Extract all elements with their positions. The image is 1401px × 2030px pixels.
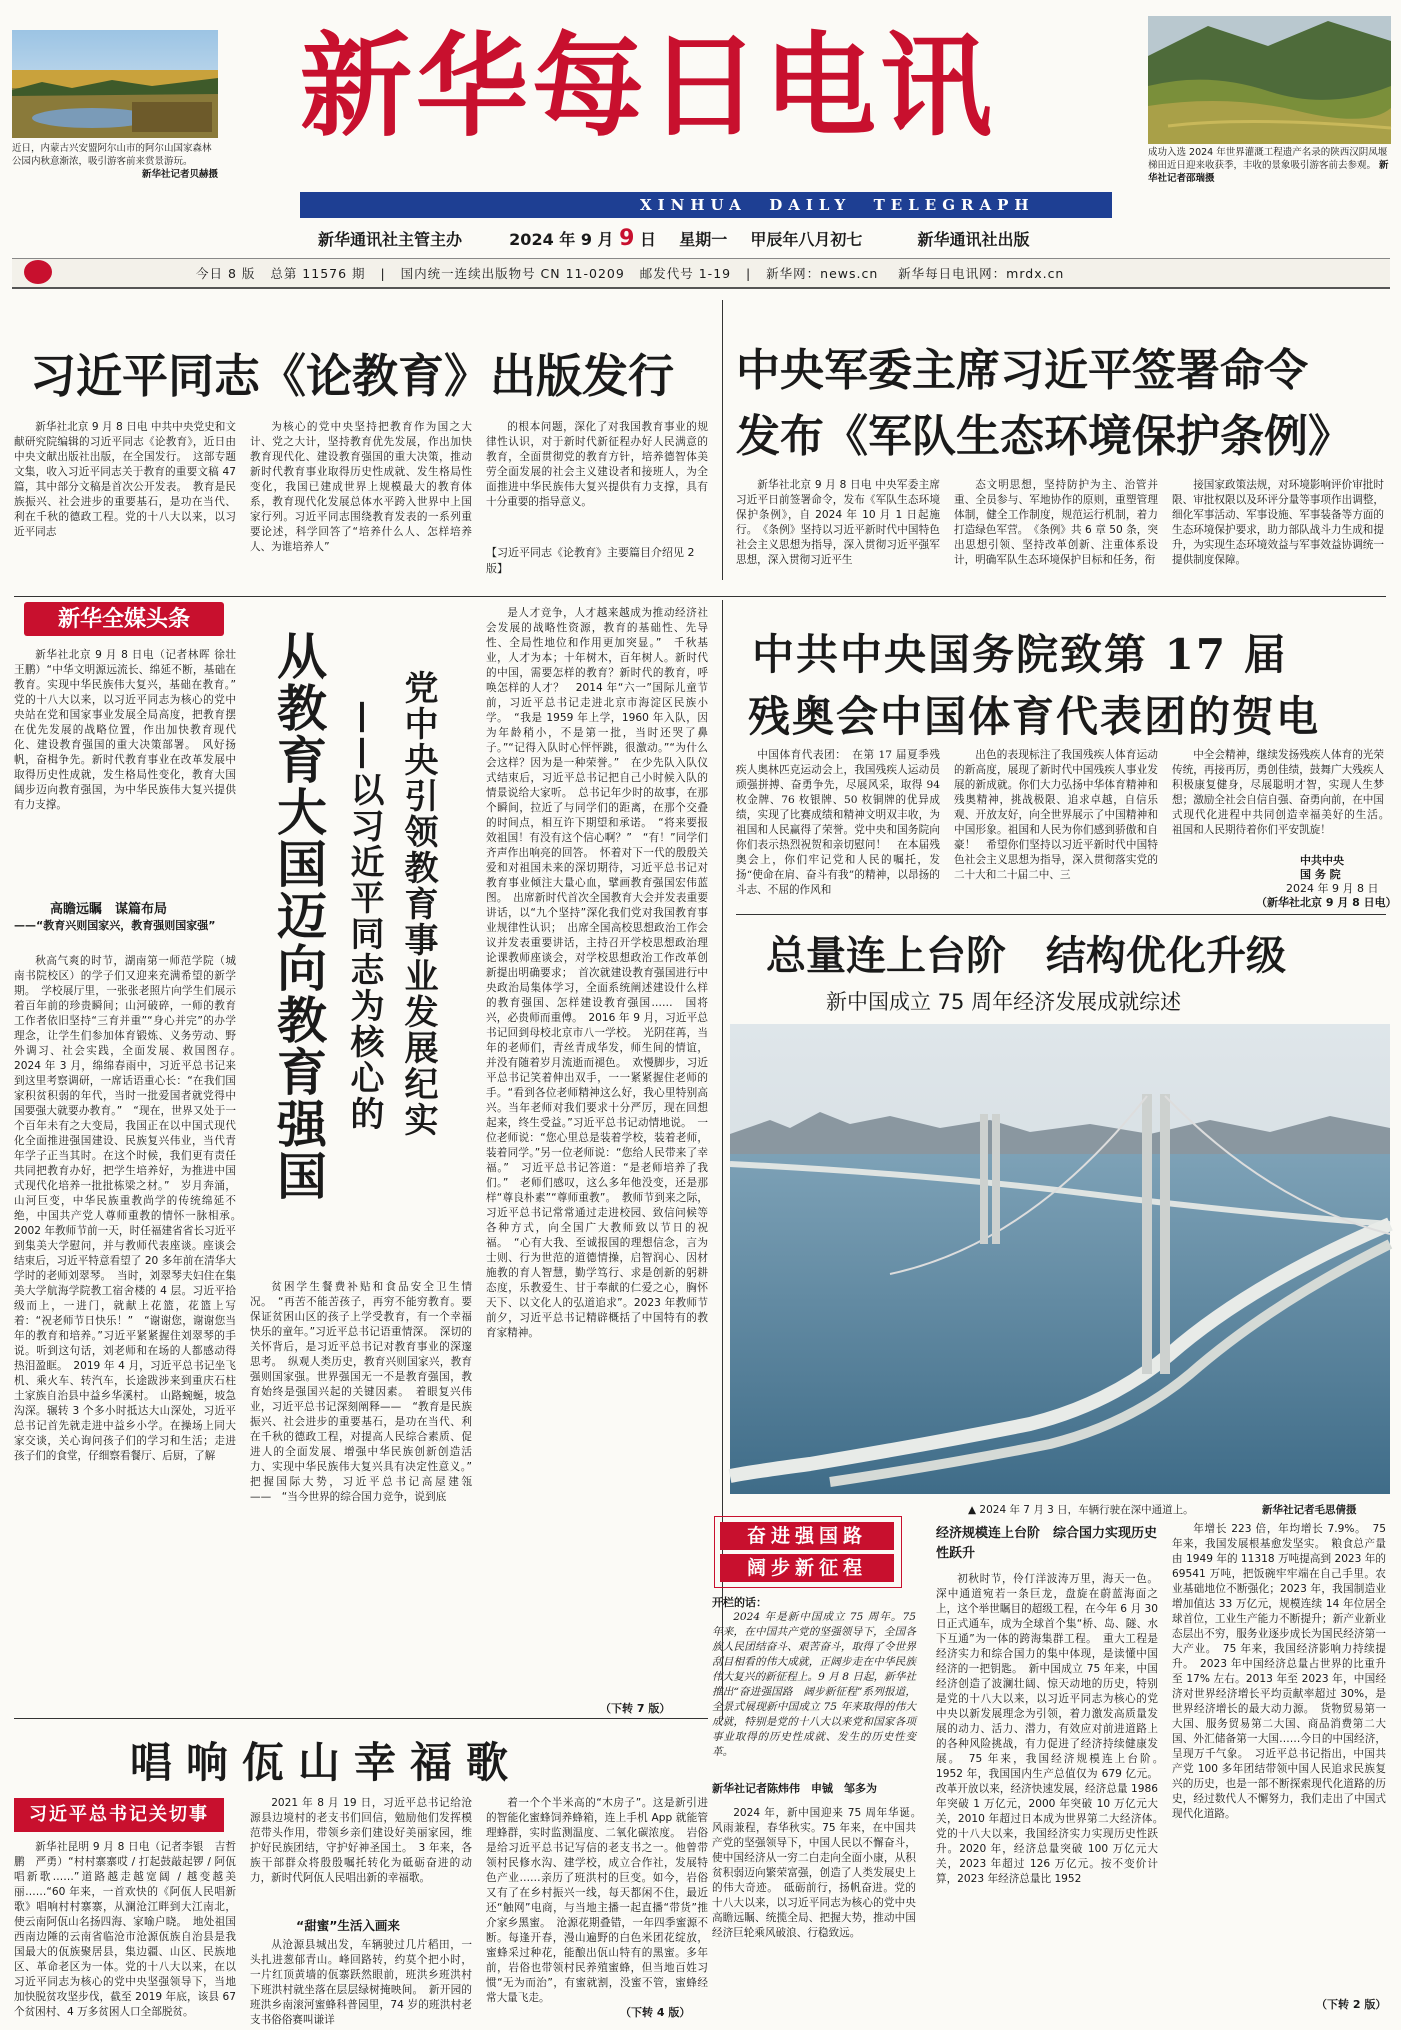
story5-subhead: “甜蜜”生活入画来: [296, 1918, 400, 1933]
story5-col1b: 从沧源县城出发，车辆驶过几片稻田，一头扎进葱郁青山。峰回路转，约莫个把小时，一片红顶黄墙的佤寨跃然眼前，班洪乡班洪村下班洪村就坐落在层层绿树掩映间。 新开园的班洪乡南滚河蜜蜂科普园里，74 岁的班洪村老支书俗俗赛叫谦详: [250, 1939, 472, 2026]
story2-headline-1: 中央军委主席习近平签署命令: [736, 345, 1308, 396]
story5-divider: [14, 1718, 708, 1719]
story2-col2: 态文明思想，坚持防护为主、治管并重、全员参与、军地协作的原则，重塑管理体制，健全工作制度，规范运行机制，着力打造绿色军营。 《条例》共 6 章 50 条，突出思想引领、坚持改革创新、注重体系设计，明确军队生态环境保护目标和任务，衔: [954, 479, 1158, 566]
story4-photo-credit: 新华社记者毛思倩摄: [1262, 1504, 1357, 1516]
story4-cont: （下转 2 版）: [1316, 1998, 1387, 2011]
masthead-title-en: XINHUA DAILY TELEGRAPH: [640, 196, 1035, 214]
masthead-title: 新华每日电讯: [300, 21, 996, 152]
left-photo-caption: 近日，内蒙古兴安盟阿尔山市的阿尔山国家森林公园内秋意渐浓，吸引游客前来赏景游玩。 新华社记者贝赫摄: [12, 143, 218, 180]
story5-col1: 2021 年 8 月 19 日，习近平总书记给沧源县边境村的老支书们回信，勉励他们发挥模范带头作用，带领乡亲们建设好美丽家园，维护好民族团结，守护好神圣国土。 3 年来，各族干部群众将殷殷嘱托转化为砥砺奋进的动力，新时代阿佤人民唱出新的幸福歌。: [250, 1797, 472, 1884]
story4-subhead: 新中国成立 75 周年经济发展成就综述: [826, 990, 1182, 1014]
feature-vtitle-main: 从教育大国迈向教育强国: [269, 630, 328, 1202]
top-section-divider: [14, 596, 1386, 597]
story1-divider: [722, 300, 723, 580]
story1-col3: 的根本问题，深化了对我国教育事业的规律性认识，对于新时代新征程办好人民满意的教育，全面贯彻党的教育方针，培养德智体美劳全面发展的社会主义建设者和接班人，为全面推进中华民族伟大复兴提供有力支撑，具有十分重要的指导意义。: [486, 421, 708, 508]
story4-headline: 总量连上台阶 结构优化升级: [766, 932, 1286, 979]
feature-byline: 新华社北京 9 月 8 日电（记者林晖 徐壮 王鹏）“中华文明源远流长、绵延不断，基础在教育。实现中华民族伟大复兴，基础在教育。” 党的十八大以来，以习近平同志为核心的党中央站在党和国家事业发展全局高度，把教育摆在优先发展的战略位置，作出加快教育现代化、建设教育强国的重大决策部署。 风好扬帆，奋楫争先。新时代教育事业在改革发展中取得历史性成就，发生格局性变化，教育大国阔步迈向教育强国，为中华民族伟大复兴提供有力支撑。: [14, 649, 247, 811]
story5-col2: 着一个个半米高的“木房子”。这是新引进的智能化蜜蜂饲养蜂箱，连上手机 App 就能管理蜂群，实时监测温度、二氧化碳浓度。 岩俗是给习近平总书记写信的老支书之一。他曾带领村民修水沟、建学校，成立合作社，发展特色产业……亲历了班洪村的巨变。如今，岩俗又有了在乡村振兴一线，每天都闲不住，最近还“触网”电商，与当地主播一起直播“带货”推介家乡黑蜜。 沧源花期叠错，一年四季蜜源不断。每逢开春，漫山遍野的白色米团花绽放，蜜蜂采过种花，能酿出佤山特有的黑蜜。多年前，岩俗也带领村民养殖蜜蜂，但当地百姓习惯“无为而治”，有蜜就割，没蜜不管，蜜蜂经常大量飞走。: [486, 1797, 708, 2004]
story4-col1: 2024 年，新中国迎来 75 周年华诞。 风雨兼程，春华秋实。75 年来，在中国共产党的坚强领导下，中国人民以不懈奋斗，使中国经济从一穷二白走向全面小康，从积贫积弱迈向繁荣富强，创造了人类发展史上的伟大奇迹。 砥砺前行，扬帆奋进。党的十八大以来，以习近平同志为核心的党中央高瞻远瞩、统揽全局、把握大势，推动中国经济巨轮乘风破浪、行稳致远。: [712, 1807, 927, 1939]
feature-subhead: 高瞻远瞩 谋篇布局: [50, 902, 168, 917]
story4-intro: 2024 年是新中国成立 75 周年。75 年来，在中国共产党的坚强领导下，全国各族人民团结奋斗、艰苦奋斗，取得了令世界刮目相看的伟大成就，正阔步走在中华民族伟大复兴的新征程上。9 月 8 日起，新华社推出“奋进强国路 阔步新征程”系列报道，全景式展现新中国成立 75 年来取得的伟大成就，特别是党的十八大以来党和国家各项事业取得的历史性成就、发生的历史性变革。: [712, 1611, 916, 1758]
masthead-date: 2024 年 9 月 9 日: [509, 226, 657, 251]
story3-col2: 出色的表现标注了我国残疾人体育运动的新高度，展现了新时代中国残疾人事业发展的新成就。你们大力弘扬中华体育精神和残奥精神，挑战极限、追求卓越，自信乐观、开放友好，向全世界展示了中国精神和中国形象。祖国和人民为你们感到骄傲和自豪！ 希望你们坚持以习近平新时代中国特色社会主义思想为指导，深入贯彻落实党的二十大和二十届二中、三: [954, 749, 1158, 881]
story3-sign1: 中共中央: [1300, 854, 1344, 867]
masthead-sponsor: 新华通讯社主管主办: [318, 230, 463, 249]
story4-byline: 新华社记者陈炜伟 申铖 邹多为: [712, 1782, 877, 1795]
story4-badge-2: 阔步新征程: [720, 1554, 894, 1582]
feature-cont: （下转 7 版）: [600, 1702, 671, 1715]
masthead-dateline: 新华通讯社主管主办 2024 年 9 月 9 日 星期一 甲辰年八月初七 新华通讯社出版: [318, 226, 1030, 251]
forest-photo: [12, 30, 218, 138]
story5-cont: （下转 4 版）: [620, 2006, 691, 2019]
feature-col1: 秋高气爽的时节，湖南第一师范学院（城南书院校区）的学子们又迎来充满希望的新学期。 学校展厅里，一张张老照片向学生们展示着百年前的珍贵瞬间；山河破碎，一师的教育工作者依旧坚持“三育并重”“身心并完”的办学理念，让学生们参加体育锻炼、义务劳动、野外调习、社会实践，全面发展、救国图存。 2024 年 3 月，绵绵春雨中，习近平总书记来到这里考察调研，一席话语重心长：“在我们国家积贫积弱的年代，当时一批爱国者就党得中国要强大就要办教育。” “现在，世界又处于一个百年未有之大变局，我国正在以中国式现代化全面推进强国建设、民族复兴伟业，当代青年学子正当其时。在这个时候，我们更有责任共同把教育办好，把学生培养好，为推进中国式现代化培养一批批栋梁之材。” 岁月奔涌，山河巨变，中华民族重教尚学的传统绵延不绝，中国共产党人尊师重教的情怀一脉相承。 2002 年教师节前一天，时任福建省省长习近平到集美大学慰问，并与教师代表座谈。座谈会结束后，习近平特意看望了 20 多年前在清华大学时的老师刘翠琴。 当时，刘翠琴夫妇住在集美大学航海学院教工宿舍楼的 4 层。习近平拾级而上，一进门，就献上花篮，花篮上写着：“祝老师节日快乐！” “谢谢您，谢谢您当年的教育和培养。”习近平紧紧握住刘翠琴的手说。听到这句话，刘老师和在场的人都感动得热泪盈眶。 2019 年 4 月，习近平总书记坐飞机、乘火车、转汽车，长途跋涉来到重庆石柱土家族自治县中益乡华溪村。 山路蜿蜒，坡急沟深。辗转 3 个多小时抵达大山深处，习近平总书记首先就走进中益乡小学。在操场上同大家交谈，关心询问孩子们的学习和生活；走进孩子们的食堂，仔细察看餐厅、后厨，了解: [14, 955, 247, 1462]
story1-ref: 【习近平同志《论教育》主要篇目介绍见 2 版】: [486, 546, 695, 575]
story3-sign-date: 2024 年 9 月 8 日: [1286, 882, 1379, 895]
right-photo-caption: 成功入选 2024 年世界灌溉工程遗产名录的陕西汉阴凤堰梯田近日迎来收获季，丰收的景象吸引游客前去参观。 新华社记者邵瑞摄: [1148, 147, 1389, 184]
story4-photo: [730, 1024, 1390, 1494]
feature-vtitle-sub2: ——以习近平同志为核心的: [344, 700, 384, 1132]
story2-headline-2: 发布《军队生态环境保护条例》: [736, 411, 1352, 462]
story3-headline-2: 残奥会中国体育代表团的贺电: [748, 692, 1321, 741]
info-bar-text: 今日 8 版 总第 11576 期 | 国内统一连续出版物号 CN 11-0209 邮发代号 1-19 | 新华网：news.cn 新华每日电讯网：mrdx.cn: [196, 266, 1065, 281]
story2-col3: 接国家政策法规，对环境影响评价审批时限、审批权限以及环评分量等事项作出调整，细化军事活动、军事设施、军事装备等方面的生态环境保护要求，助力部队战斗力生成和提升，为实现生态环境效益与军事效益协调统一提供制度保障。: [1172, 479, 1384, 566]
story3-headline-1: 中共中央国务院致第 17 届: [752, 630, 1288, 679]
story4-subhead2: 经济规模连上台阶 综合国力实现历史性跃升: [936, 1526, 1158, 1561]
story3-sign-src: （新华社北京 9 月 8 日电）: [1256, 896, 1397, 909]
story3-divider: [736, 914, 1386, 915]
story4-col2: 初秋时节，伶仃洋波涛万里，海天一色。深中通道宛若一条巨龙，盘旋在蔚蓝海面之上，这个举世瞩目的超级工程，在今年 6 月 30 日正式通车，成为全球首个集“桥、岛、隧、水下互通”为一体的跨海集群工程。 重大工程是经济实力和综合国力的集中体现，是读懂中国经济的一把钥匙。 新中国成立 75 年来，中国经济创造了波澜壮阔、惊天动地的历史，特别是党的十八大以来，以习近平同志为核心的党中央以新发展理念为引领，着力激发高质量发展的动力、活力、潜力，有效应对前进道路上的各种风险挑战，有力促进了经济持续健康发展。 75 年来，我国经济规模连上台阶。 1952 年，我国国内生产总值仅为 679 亿元。改革开放以来，经济快速发展，经济总量 1986 年突破 1 万亿元，2000 年突破 10 万亿元大关，2010 年超过日本成为世界第二大经济体。 党的十八大以来，我国经济实力实现历史性跃升。2020 年，经济总量突破 100 万亿元大关，2023 年超过 126 万亿元。按不变价计算，2023 年经济总量比 1952: [936, 1573, 1169, 1885]
bridge-photo: [730, 1024, 1390, 1494]
feature-col1b: 贫困学生餐费补贴和食品安全卫生情况。 “再苦不能苦孩子，再穷不能穷教育。要保证贫困山区的孩子上学受教育，有一个幸福快乐的童年。”习近平总书记语重情深。 深切的关怀背后，是习近平总书记对教育事业的深邃思考。 纵观人类历史，教育兴则国家兴，教育强则国家强。世界强国无一不是教育强国，教育始终是强国兴起的关键因素。 着眼复兴伟业，习近平总书记深刻阐释—— “教育是民族振兴、社会进步的重要基石，是功在当代、利在千秋的德政工程，对提高人民综合素质、促进人的全面发展、增强中华民族创新创造活力、实现中华民族伟大复兴具有决定性意义。” 把握国际大势，习近平总书记高屋建瓴—— “当今世界的综合国力竞争，说到底: [250, 1281, 483, 1503]
story1-col2: 为核心的党中央坚持把教育作为国之大计、党之大计，坚持教育优先发展，作出加快教育现代化、建设教育强国的重大决策，推动新时代教育事业取得历史性成就、发生格局性变化，我国已建成世界上规模最大的教育体系，教育现代化发展总体水平跨入世界中上国家行列。习近平同志围绕教育发表的一系列重要论述，科学回答了“培养什么人、怎样培养人、为谁培养人”: [250, 421, 472, 553]
story4-col3: 年增长 223 倍，年均增长 7.9%。 75 年来，我国发展根基愈发坚实。 粮食总产量由 1949 年的 11318 万吨提高到 2023 年的 69541 万吨，把饭碗牢牢端在自己手里。农业基础地位不断强化；2023 年，我国制造业增加值达 33 万亿元，规模连续 14 年位居全球首位，工业生产能力不断提升；新产业新业态层出不穷，服务业逐步成长为国民经济第一大产业。 75 年来，我国经济影响力持续提升。 2023 年中国经济总量占世界的比重升至 17% 左右。2013 年至 2023 年，中国经济对世界经济增长平均贡献率超过 30%，是世界经济增长的最大动力源。 货物贸易第一大国、服务贸易第二大国、商品消费第二大国、外汇储备第一大国……今日的中国经济，呈现万千气象。 习近平总书记指出，中国共产党 100 多年团结带领中国人民追求民族复兴的历史，也是一部不断探索现代化道路的历史，经过数代人不懈努力，我们走出了中国式现代化道路。: [1172, 1523, 1386, 1820]
story3-col3: 中全会精神，继续发扬残疾人体育的光荣传统，再接再厉，勇创佳绩，鼓舞广大残疾人积极康复健身，尽展聪明才智，实现人生梦想；激励全社会自信自强、奋勇向前，在中国式现代化进程中共同创造幸福美好的生活。 祖国和人民期待着你们平安凯旋！: [1172, 749, 1395, 836]
story4-badge-1: 奋进强国路: [720, 1522, 894, 1550]
masthead-left-photo: [12, 30, 218, 138]
feature-vtitle-sub: 党中央引领教育事业发展纪实: [398, 670, 438, 1138]
masthead-right-photo: [1148, 16, 1391, 144]
story3-col1: 中国体育代表团： 在第 17 届夏季残疾人奥林匹克运动会上，我国残疾人运动员顽强拼搏、奋勇争先，尽展风采，取得 94 枚金牌、76 枚银牌、50 枚铜牌的优异成绩，实现了比赛成绩和精神文明双丰收，为祖国和人民赢得了荣誉。党中央和国务院向你们表示热烈祝贺和亲切慰问！ 在本届残奥会上，你们牢记党和人民的嘱托，发扬“使命在肩、奋斗有我”的精神，以昂扬的斗志、不屈的作风和: [736, 749, 940, 896]
feature-badge: 新华全媒头条: [24, 602, 224, 636]
terrace-photo: [1148, 16, 1391, 144]
masthead-publisher: 新华通讯社出版: [917, 230, 1030, 249]
story5-headline: 唱响佤山幸福歌: [130, 1738, 523, 1787]
story4-photo-caption: ▲ 2024 年 7 月 3 日，车辆行驶在深中通道上。: [968, 1504, 1194, 1516]
feature-col2: 是人才竞争，人才越来越成为推动经济社会发展的战略性资源，教育的基础性、先导性、全局性地位和作用更加突显。” 千秋基业，人才为本；十年树木，百年树人。新时代的中国，需要怎样的教育？新时代的教育，呼唤怎样的人才？ 2014 年“六一”国际儿童节前，习近平总书记走进北京市海淀区民族小学。 “我是 1959 年上学，1960 年入队，因为年龄稍小，不是第一批，当时还哭了鼻子。”“记得入队时心怦怦跳，很激动。”“为什么会这样？因为是一种荣誉。” 在少先队入队仪式结束后，习近平总书记把自己小时候入队的情景说给大家听。 总书记年少时的故事，在那个瞬间，拉近了与同学们的距离，在那个交叠的时间点，相互许下期望和承诺。 “将来要报效祖国！有没有这个信心啊？” “有！”同学们齐声作出响亮的回答。 怀着对下一代的殷殷关爱和对祖国未来的深切期待，习近平总书记对教育事业倾注大量心血，擘画教育强国宏伟蓝图。 出席新时代首次全国教育大会并发表重要讲话，以“九个坚持”深化我们党对我国教育事业规律性认识； 出席全国高校思想政治工作会议并发表重要讲话，主持召开学校思想政治理论课教师座谈会，对学校思想政治工作改革创新提出明确要求； 首次就建设教育强国进行中央政治局集体学习，全面系统阐述建设什么样的教育强国、怎样建设教育强国…… 国将兴，必贵师而重傅。 2016 年 9 月，习近平总书记回到母校北京市八一学校。 光阴荏苒，当年的老师们，青丝青成华发，师生间的情谊，并没有随着岁月流逝而褪色。 欢慢脚步，习近平总书记笑着伸出双手，一一紧紧握住老师的手。“看到各位老师精神这么好，我心里特别高兴。当年老师对我们要求十分严厉，现在回想起来，终生受益。”习近平总书记动情地说。 一位老师说：“您心里总是装着学校，装着老师，装着同学。”另一位老师说：“您给人民带来了幸福。” 习近平总书记答道：“是老师培养了我们。” 老师们感叹，这么多年他没变，还是那样“尊良朴素”“尊师重教”。 教师节到来之际，习近平总书记常常通过走进校园、致信问候等各种方式，向全国广大教师致以节日的祝福。 “心有大我、至诚报国的理想信念，言为士则、行为世范的道德情操，启智润心、因材施教的育人智慧，勤学笃行、求是创新的躬耕态度，乐教爱生、甘于奉献的仁爱之心，胸怀天下、以文化人的弘道追求”。2023 年教师节前夕，习近平总书记精辟概括了中国特有的教育家精神。: [486, 607, 708, 1339]
feature-subhead2: ——“教育兴则国家兴，教育强则国家强”: [14, 919, 216, 932]
story4-intro-label: 开栏的话：: [712, 1596, 767, 1609]
story5-badge: 习近平总书记关切事: [14, 1798, 224, 1832]
xinhua-logo-icon: [24, 260, 52, 284]
story1-col1: 新华社北京 9 月 8 日电 中共中央党史和文献研究院编辑的习近平同志《论教育》，近日由中央文献出版社出版，在全国发行。 这部专题文集，收入习近平同志关于教育的重要文稿 47 篇，其中部分文稿是首次公开发表。 教育是民族振兴、社会进步的重要基石，是功在当代、利在千秋的德政工程。党的十八大以来，以习近平同志: [14, 421, 236, 538]
story2-col1: 新华社北京 9 月 8 日电 中央军委主席习近平日前签署命令，发布《军队生态环境保护条例》，自 2024 年 10 月 1 日起施行。 《条例》坚持以习近平新时代中国特色社会主义思想为指导，深入贯彻习近平强军思想，深入贯彻习近平生: [736, 479, 940, 566]
story3-sign2: 国 务 院: [1300, 868, 1341, 881]
story1-headline: 习近平同志《论教育》出版发行: [30, 349, 674, 403]
story5-byline: 新华社昆明 9 月 8 日电（记者李银 吉哲鹏 严勇）“村村寨寨哎 / 打起鼓敲起锣 / 阿佤唱新歌……”道路越走越宽阔 / 越变越美丽……“60 年来，一首欢快的《阿佤人民唱新歌》唱响村村寨寨，从澜沧江畔到大江南北，使云南阿佤山名扬四海、家喻户晓。 地处祖国西南边陲的云南省临沧市沧源佤族自治县是我国最大的佤族聚居县，集边疆、山区、民族地区、革命老区为一体。党的十八大以来，在以习近平同志为核心的党中央坚强领导下，当地加快脱贫攻坚步伐，截至 2019 年底，该县 67 个贫困村、4 万多贫困人口全部脱贫。: [14, 1841, 236, 2018]
